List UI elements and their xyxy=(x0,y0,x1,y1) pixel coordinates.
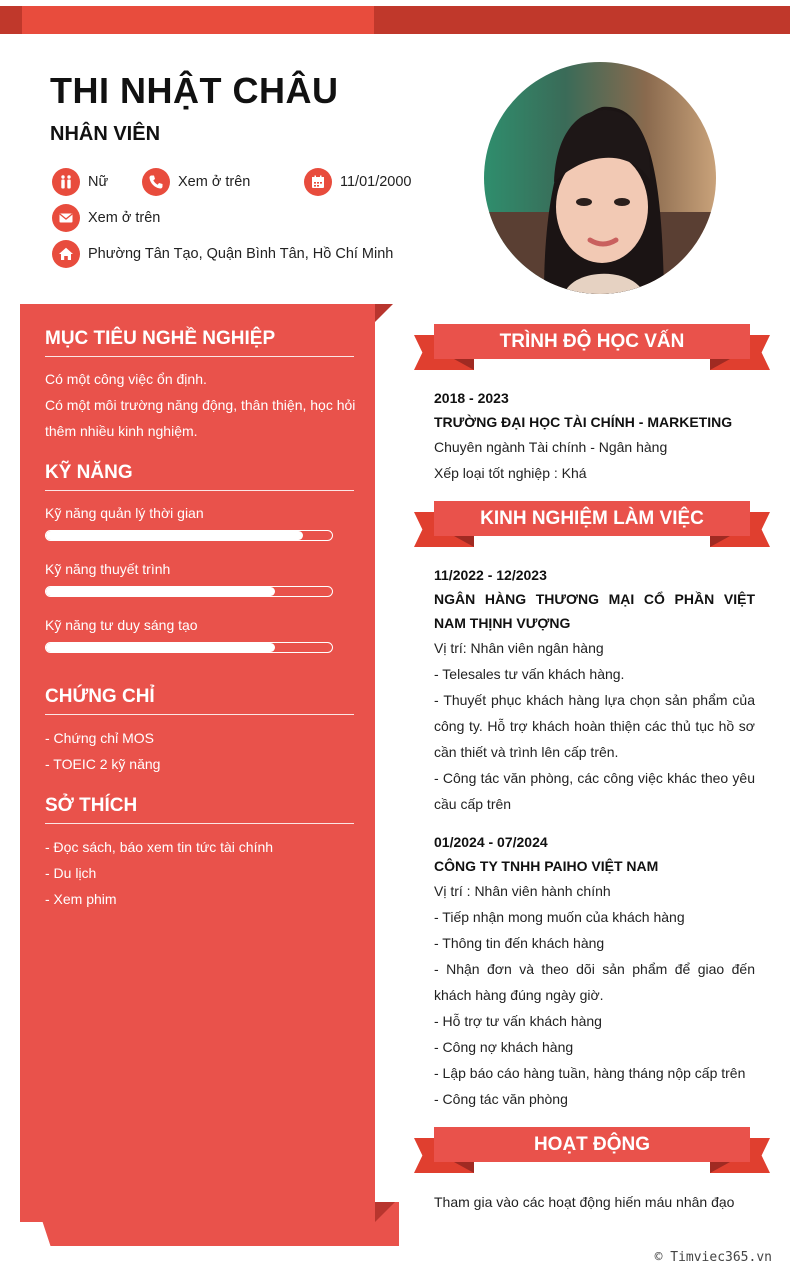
gender-icon xyxy=(52,168,80,196)
candidate-position: NHÂN VIÊN xyxy=(50,123,161,145)
certificate-item: - Chứng chỉ MOS xyxy=(45,730,154,746)
job-line: Vị trí : Nhân viên hành chính xyxy=(434,883,611,899)
job-period: 01/2024 - 07/2024 xyxy=(434,834,548,850)
skill-fill xyxy=(46,643,275,652)
skill-bar xyxy=(45,586,333,597)
hobby-item: - Đọc sách, báo xem tin tức tài chính xyxy=(45,839,274,855)
gender-value: Nữ xyxy=(88,174,109,190)
job-period: 11/2022 - 12/2023 xyxy=(434,567,547,583)
job-details xyxy=(434,878,755,1112)
skill-label: Kỹ năng tư duy sáng tạo xyxy=(45,617,198,633)
objective-title: MỤC TIÊU NGHỀ NGHIỆP xyxy=(45,328,354,357)
info-phone xyxy=(142,168,250,196)
education-line: Chuyên ngành Tài chính - Ngân hàng xyxy=(434,439,668,455)
birthday-value: 11/01/2000 xyxy=(340,174,412,190)
job-line: - Công nợ khách hàng xyxy=(434,1039,574,1055)
envelope-icon xyxy=(52,204,80,232)
skill-fill xyxy=(46,587,275,596)
activities-ribbon xyxy=(414,1127,770,1177)
skill-bar xyxy=(45,642,333,653)
education-ribbon xyxy=(414,324,770,374)
education-title: TRÌNH ĐỘ HỌC VẤN xyxy=(434,324,750,359)
skill-bar xyxy=(45,530,333,541)
skill-label: Kỹ năng thuyết trình xyxy=(45,561,171,577)
left-sidebar-fold xyxy=(375,304,393,322)
hobbies-list xyxy=(45,834,365,912)
job-details xyxy=(434,635,755,817)
skill-fill xyxy=(46,531,303,540)
objective-line: thêm nhiều kinh nghiệm. xyxy=(45,423,198,439)
job-line: - Công tác văn phòng, các công việc khác theo yêu cầu cấp trên xyxy=(434,770,755,812)
experience-ribbon xyxy=(414,501,770,551)
candidate-name: THI NHẬT CHÂU xyxy=(50,70,339,111)
certificates-list xyxy=(45,725,365,777)
hobbies-title: SỞ THÍCH xyxy=(45,795,354,824)
education-line: Xếp loại tốt nghiệp : Khá xyxy=(434,465,587,481)
info-birthday xyxy=(304,168,412,196)
job-line: - Hỗ trợ tư vấn khách hàng xyxy=(434,1013,602,1029)
education-school: TRƯỜNG ĐẠI HỌC TÀI CHÍNH - MARKETING xyxy=(434,414,733,430)
job-line: - Telesales tư vấn khách hàng. xyxy=(434,666,625,682)
objective-line: Có một môi trường năng động, thân thiện, học hỏi xyxy=(45,397,356,413)
email-value: Xem ở trên xyxy=(88,210,161,226)
job-line: - Lập báo cáo hàng tuần, hàng tháng nộp cấp trên xyxy=(434,1065,746,1081)
job-line: - Thông tin đến khách hàng xyxy=(434,935,605,951)
address-value: Phường Tân Tạo, Quận Bình Tân, Hồ Chí Minh xyxy=(88,246,394,262)
experience-title: KINH NGHIỆM LÀM VIỆC xyxy=(434,501,750,536)
job-line: - Tiếp nhận mong muốn của khách hàng xyxy=(434,909,685,925)
hobby-item: - Xem phim xyxy=(45,891,117,907)
job-line: - Thuyết phục khách hàng lựa chọn sản phẩm của công ty. Hỗ trợ khách hoàn thiện các thủ tục hồ sơ cần thiết và trình lên cấp trên. xyxy=(434,692,755,760)
info-email xyxy=(52,204,160,232)
certificates-title: CHỨNG CHỈ xyxy=(45,686,354,715)
info-address xyxy=(52,240,393,268)
objective-line: Có một công việc ổn định. xyxy=(45,371,207,387)
job-company: NGÂN HÀNG THƯƠNG MẠI CỔ PHẦN VIỆT NAM THỊNH VƯỢNG xyxy=(434,591,755,631)
phone-icon xyxy=(142,168,170,196)
top-bar-accent xyxy=(22,6,374,34)
hobby-item: - Du lịch xyxy=(45,865,97,881)
phone-value: Xem ở trên xyxy=(178,174,251,190)
info-gender xyxy=(52,168,108,196)
copyright[interactable]: © Timviec365.vn xyxy=(654,1250,772,1265)
education-details xyxy=(434,434,755,486)
job-line: - Công tác văn phòng xyxy=(434,1091,568,1107)
skill-label: Kỹ năng quản lý thời gian xyxy=(45,505,204,521)
home-icon xyxy=(52,240,80,268)
job-line: Vị trí: Nhân viên ngân hàng xyxy=(434,640,604,656)
certificate-item: - TOEIC 2 kỹ năng xyxy=(45,756,161,772)
skills-title: KỸ NĂNG xyxy=(45,462,354,491)
job-line: - Nhận đơn và theo dõi sản phẩm để giao đến khách hàng đúng ngày giờ. xyxy=(434,961,755,1003)
objective-text xyxy=(45,366,365,444)
left-sidebar-bottom xyxy=(36,1202,399,1246)
activities-text: Tham gia vào các hoạt động hiến máu nhân đạo xyxy=(434,1194,735,1210)
activities-title: HOẠT ĐỘNG xyxy=(434,1127,750,1162)
job-company: CÔNG TY TNHH PAIHO VIỆT NAM xyxy=(434,858,659,874)
avatar xyxy=(484,62,716,294)
calendar-icon xyxy=(304,168,332,196)
education-period: 2018 - 2023 xyxy=(434,390,509,406)
